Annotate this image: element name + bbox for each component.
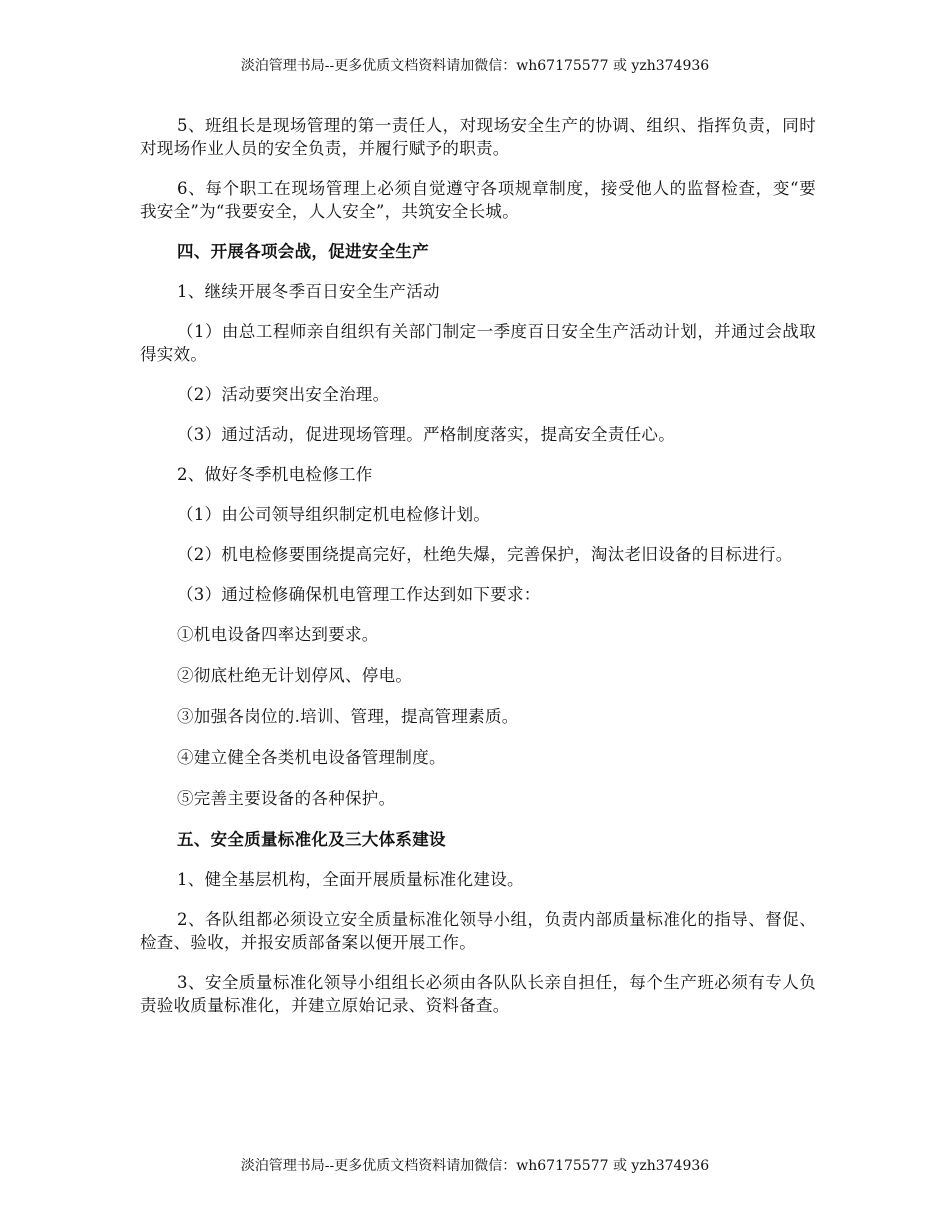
paragraph-site-management: （3）通过活动，促进现场管理。严格制度落实，提高安全责任心。 — [177, 425, 675, 444]
paragraph-maintenance-goals: （2）机电检修要围绕提高完好，杜绝失爆，完善保护，淘汰老旧设备的目标进行。 — [177, 545, 793, 564]
paragraph-standardization-3: 3、安全质量标准化领导小组组长必须由各队队长亲自担任，每个生产班必须有专人负责验收质量标准化，并建立原始记录、资料备查。 — [140, 973, 816, 1015]
subheading-winter-safety: 1、继续开展冬季百日安全生产活动 — [177, 282, 440, 301]
section-heading-4: 四、开展各项会战，促进安全生产 — [177, 242, 429, 261]
paragraph-item-6-employees: 6、每个职工在现场管理上必须自觉遵守各项规章制度，接受他人的监督检查，变“要我安全”为“我要安全，人人安全”，共筑安全长城。 — [140, 179, 816, 221]
list-item-requirement-3: ③加强各岗位的.培训、管理，提高管理素质。 — [177, 707, 519, 726]
paragraph-safety-governance: （2）活动要突出安全治理。 — [177, 385, 390, 404]
paragraph-standardization-1: 1、健全基层机构，全面开展质量标准化建设。 — [177, 870, 524, 889]
list-item-requirement-2: ②彻底杜绝无计划停风、停电。 — [177, 666, 413, 685]
page-footer: 淡泊管理书局--更多优质文档资料请加微信：wh67175577 或 yzh374936 — [240, 1158, 710, 1174]
paragraph-maintenance-plan: （1）由公司领导组织制定机电检修计划。 — [177, 505, 491, 524]
page-header: 淡泊管理书局--更多优质文档资料请加微信：wh67175577 或 yzh374936 — [240, 58, 710, 74]
paragraph-item-5-foreman: 5、班组长是现场管理的第一责任人，对现场安全生产的协调、组织、指挥负责，同时对现场作业人员的安全负责，并履行赋予的职责。 — [140, 116, 816, 158]
list-item-requirement-4: ④建立健全各类机电设备管理制度。 — [177, 748, 446, 767]
paragraph-activity-plan: （1）由总工程师亲自组织有关部门制定一季度百日安全生产活动计划，并通过会战取得实效。 — [140, 322, 816, 364]
paragraph-standardization-2: 2、各队组都必须设立安全质量标准化领导小组，负责内部质量标准化的指导、督促、检查、验收，并报安质部备案以便开展工作。 — [140, 910, 816, 952]
paragraph-maintenance-requirements: （3）通过检修确保机电管理工作达到如下要求： — [177, 585, 541, 604]
section-heading-5: 五、安全质量标准化及三大体系建设 — [177, 830, 446, 849]
list-item-requirement-1: ①机电设备四率达到要求。 — [177, 625, 379, 644]
document-body — [140, 114, 816, 1034]
list-item-requirement-5: ⑤完善主要设备的各种保护。 — [177, 789, 396, 808]
subheading-electromechanical-maintenance: 2、做好冬季机电检修工作 — [177, 465, 373, 484]
